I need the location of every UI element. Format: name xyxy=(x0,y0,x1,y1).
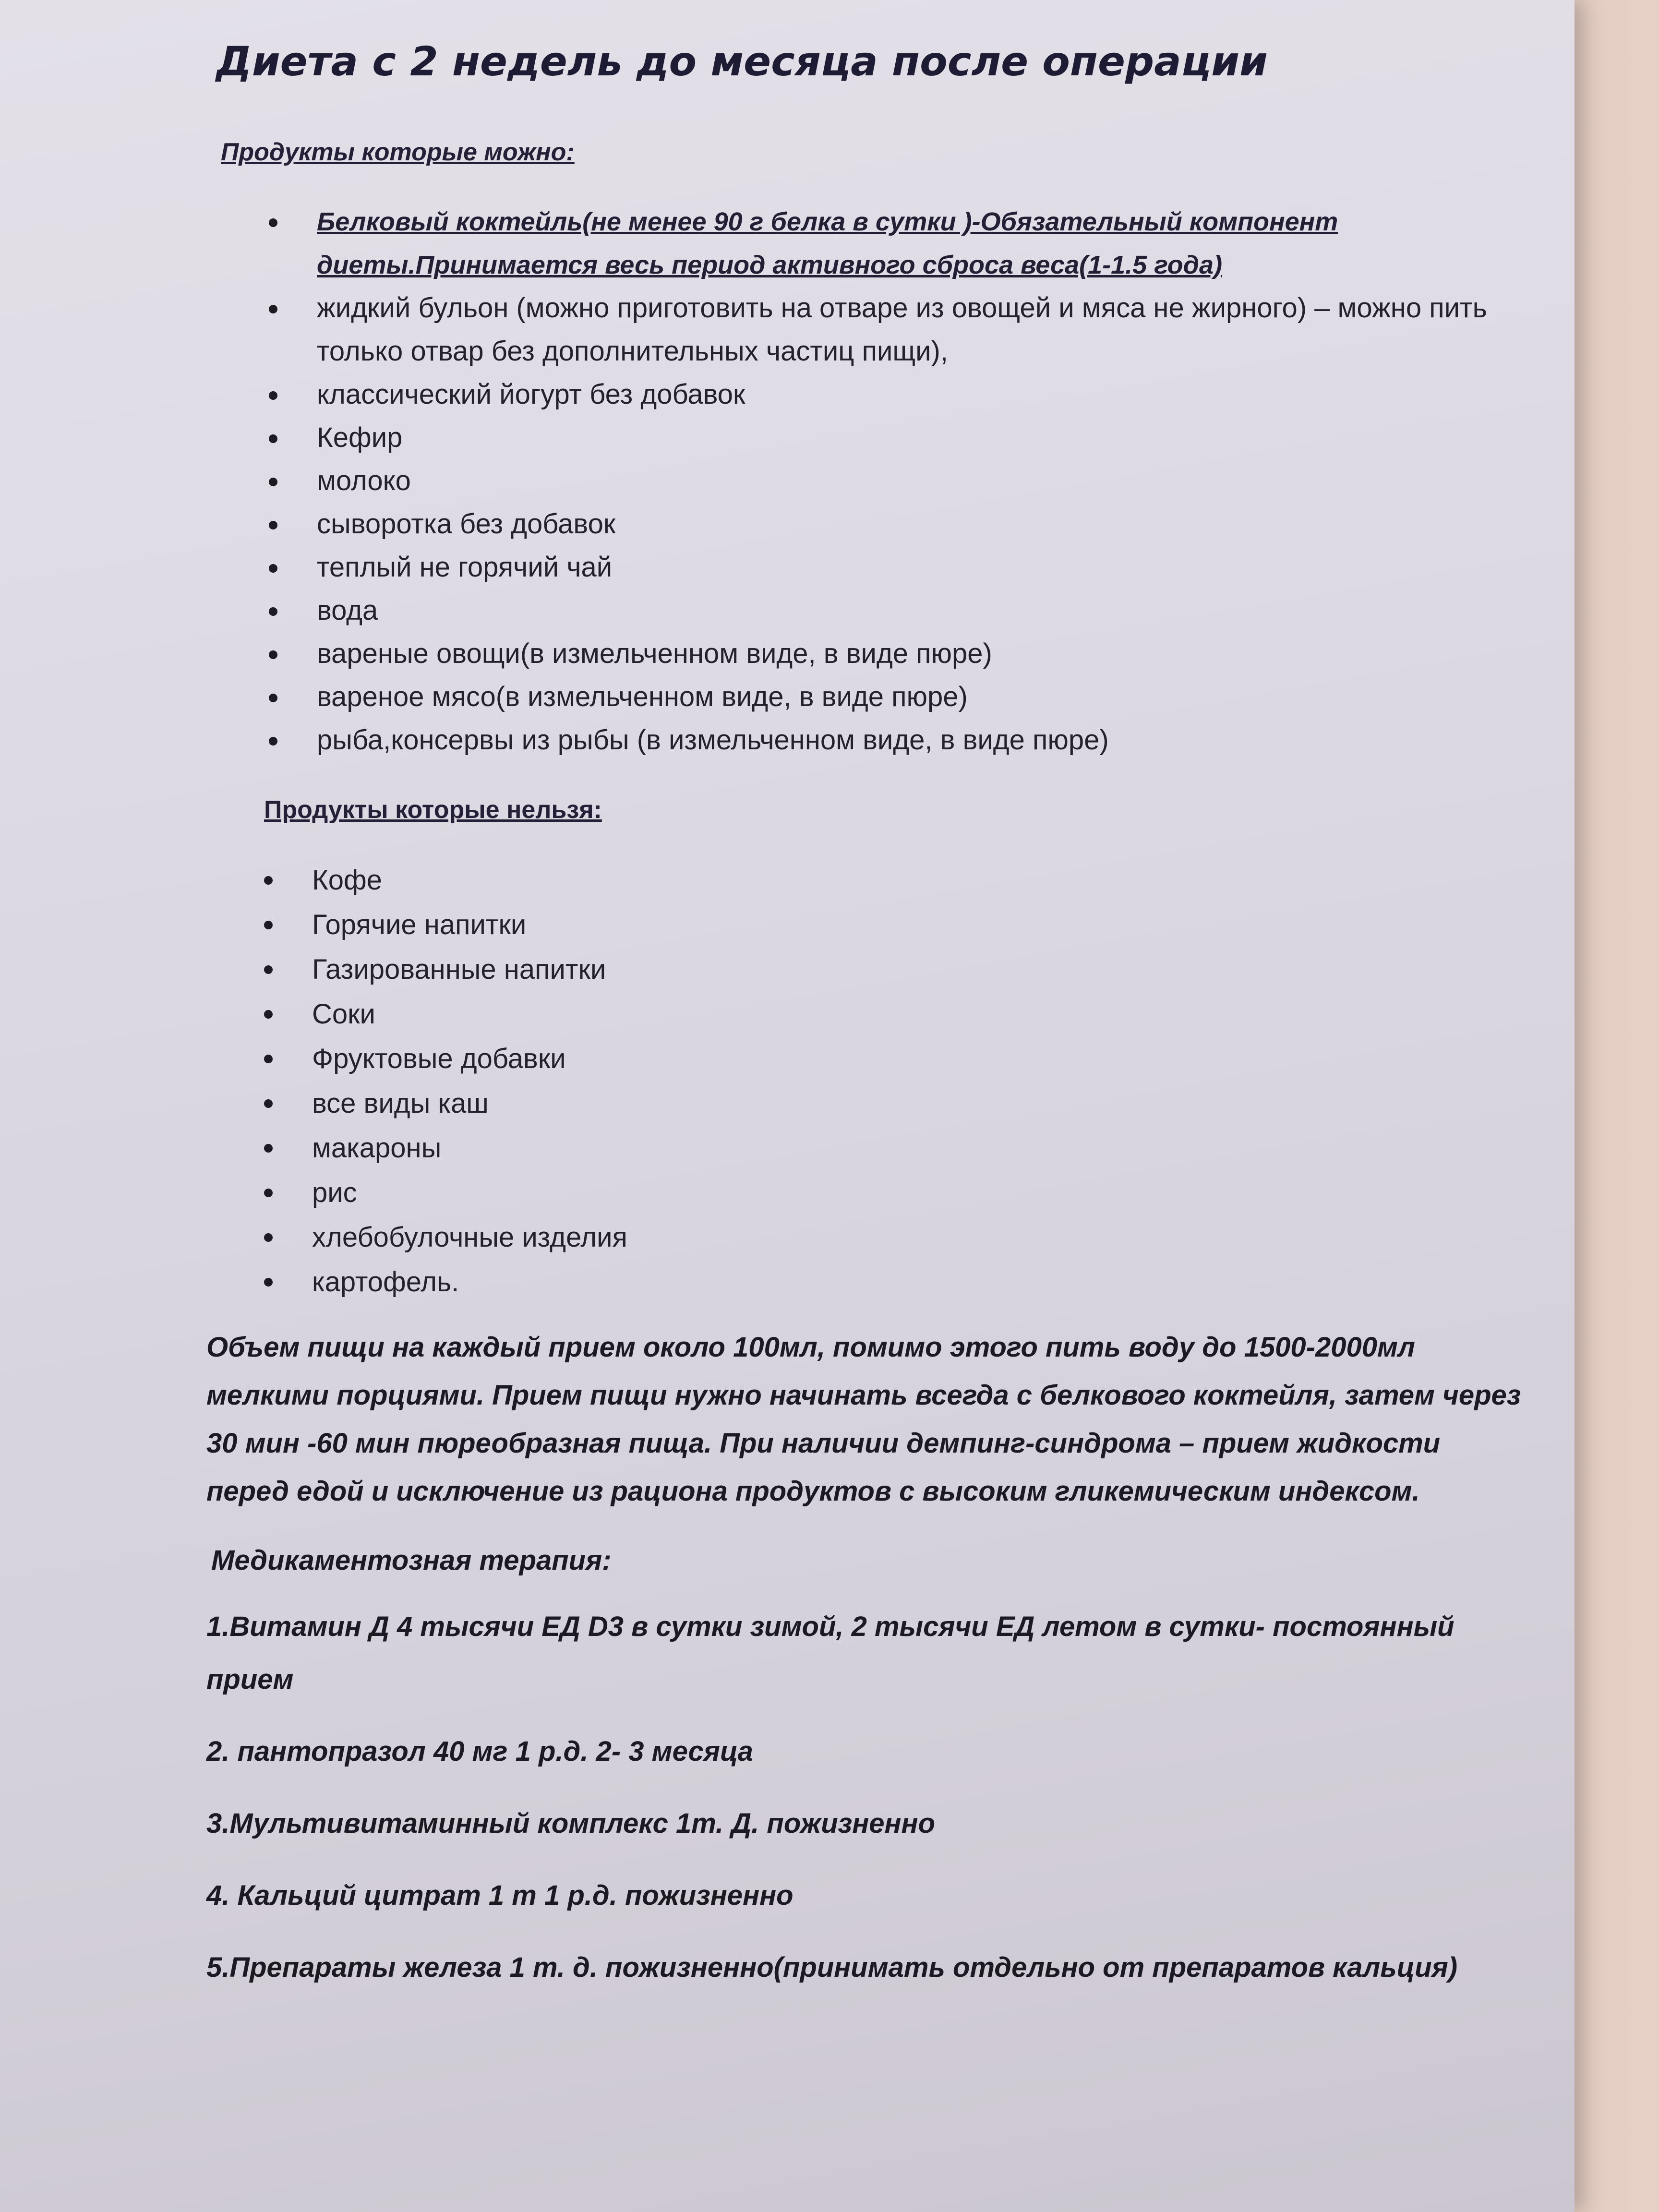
allowed-item-water: вода xyxy=(202,589,1527,632)
forbidden-item-bakery: хлебобулочные изделия xyxy=(202,1215,1527,1260)
allowed-heading: Продукты которые можно: xyxy=(221,138,575,166)
document-title: Диета с 2 недель до месяца после операции xyxy=(216,38,1268,85)
allowed-item-broth: жидкий бульон (можно приготовить на отваре из овощей и мяса не жирного) – можно пить только отвар без дополнительных частиц пищи), xyxy=(202,287,1527,373)
medication-item-multivitamin: 3.Мультивитаминный комплекс 1т. Д. пожизненно xyxy=(206,1807,935,1839)
forbidden-item-juices: Соки xyxy=(202,992,1527,1036)
forbidden-list xyxy=(202,858,1555,1304)
forbidden-item-coffee: Кофе xyxy=(202,858,1527,902)
forbidden-item-soda: Газированные напитки xyxy=(202,947,1527,992)
medication-heading: Медикаментозная терапия: xyxy=(211,1544,612,1576)
allowed-item-milk: молоко xyxy=(202,459,1527,503)
forbidden-item-potato: картофель. xyxy=(202,1260,1527,1304)
forbidden-item-rice: рис xyxy=(202,1170,1527,1215)
portion-note: Объем пищи на каждый прием около 100мл, помимо этого пить воду до 1500-2000мл мелкими порциями. Прием пищи нужно начинать всегда с белкового коктейля, затем через 30 мин -60 мин пюреобразная пища. При наличии демпинг-синдрома – прием жидкости перед едой и исключение из рациона продуктов с высоким гликемическим индексом. xyxy=(206,1331,1521,1507)
medication-item-vitamin-d: 1.Витамин Д 4 тысячи ЕД D3 в сутки зимой, 2 тысячи ЕД летом в сутки- постоянный прием xyxy=(206,1611,1455,1695)
allowed-item-meat: вареное мясо(в измельченном виде, в виде пюре) xyxy=(202,675,1527,719)
medication-item-iron: 5.Препараты железа 1 т. д. пожизненно(принимать отдельно от препаратов кальция) xyxy=(206,1951,1458,1983)
document-content xyxy=(202,38,1555,2013)
medication-item-pantoprazole: 2. пантопразол 40 мг 1 р.д. 2- 3 месяца xyxy=(206,1735,753,1767)
allowed-item-kefir: Кефир xyxy=(202,416,1527,459)
allowed-item-protein-shake: Белковый коктейль(не менее 90 г белка в сутки )-Обязательный компонент диеты.Принимается весь период активного сброса веса(1-1.5 года) xyxy=(202,200,1527,287)
forbidden-item-fruit-additives: Фруктовые добавки xyxy=(202,1036,1527,1081)
allowed-item-vegetables: вареные овощи(в измельченном виде, в виде пюре) xyxy=(202,632,1527,675)
forbidden-heading: Продукты которые нельзя: xyxy=(264,795,602,824)
allowed-item-whey: сыворотка без добавок xyxy=(202,503,1527,546)
forbidden-item-hot-drinks: Горячие напитки xyxy=(202,902,1527,947)
forbidden-item-porridge: все виды каш xyxy=(202,1081,1527,1126)
allowed-item-yogurt: классический йогурт без добавок xyxy=(202,373,1527,416)
allowed-item-fish: рыба,консервы из рыбы (в измельченном виде, в виде пюре) xyxy=(202,719,1527,762)
forbidden-item-pasta: макароны xyxy=(202,1126,1527,1170)
allowed-list xyxy=(202,200,1555,762)
allowed-item-tea: теплый не горячий чай xyxy=(202,546,1527,589)
medication-item-calcium: 4. Кальций цитрат 1 т 1 р.д. пожизненно xyxy=(206,1879,793,1911)
